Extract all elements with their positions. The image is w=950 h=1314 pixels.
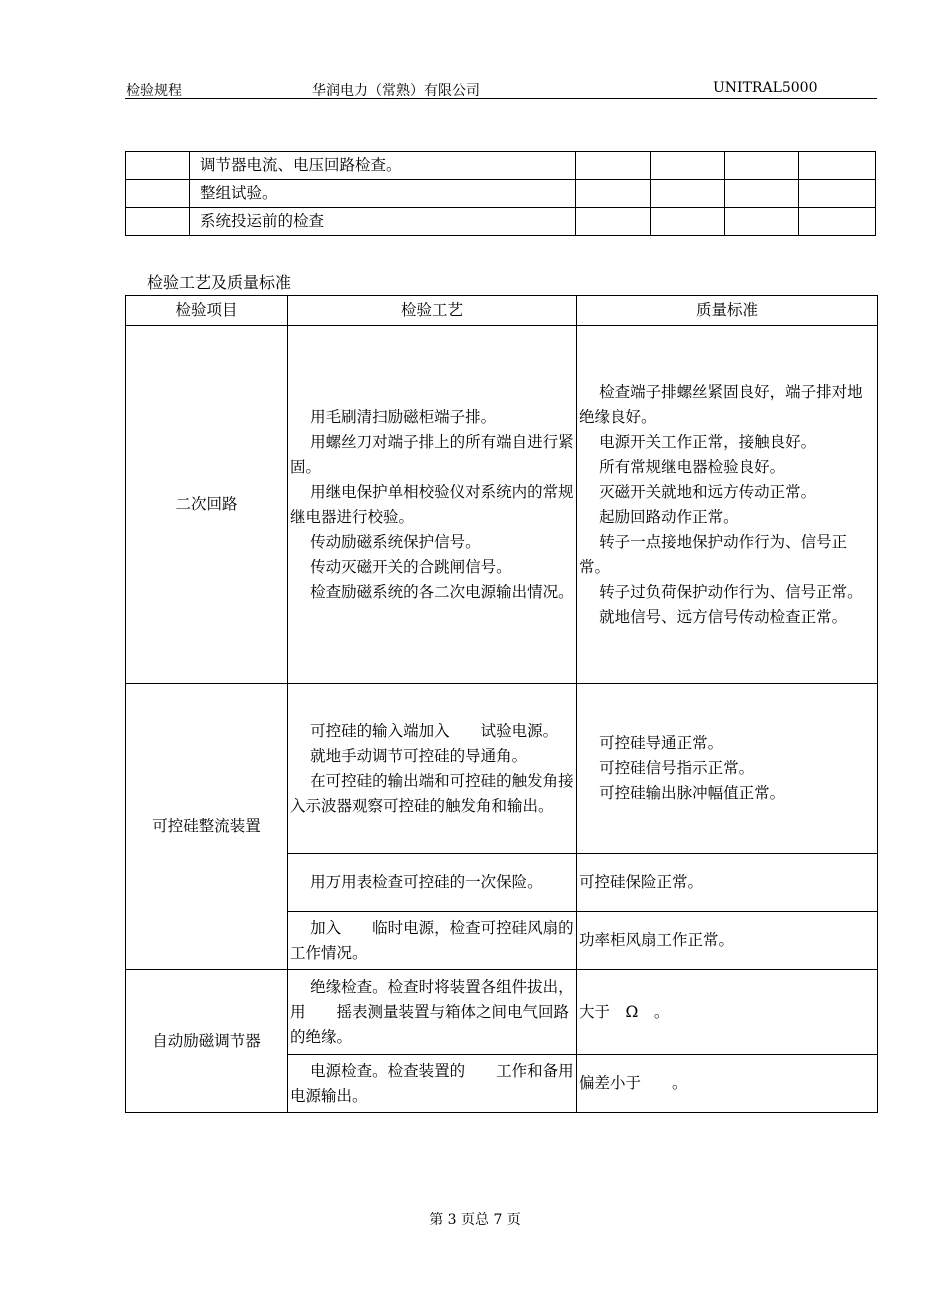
standard-cell (577, 912, 878, 970)
standard-line: 检查端子排螺丝紧固良好，端子排对地绝缘良好。 (579, 382, 863, 426)
standard-cell (577, 684, 878, 854)
standard-cell (577, 326, 878, 684)
header-left: 检验规程 (126, 83, 182, 99)
checklist-row (126, 180, 876, 208)
header-item: 检验项目 (126, 296, 288, 326)
standard-line: 可控硅信号指示正常。 (599, 759, 755, 777)
process-line: 电源检查。检查装置的 工作和备用电源输出。 (290, 1061, 574, 1105)
checklist-table (125, 151, 876, 236)
standard-line: 灭磁开关就地和远方传动正常。 (599, 482, 817, 501)
standard-cell (577, 854, 878, 912)
process-line: 用万用表检查可控硅的一次保险。 (310, 873, 543, 891)
process-table (125, 295, 878, 1113)
group-item: 二次回路 (126, 326, 288, 684)
header-standard: 质量标准 (577, 296, 878, 326)
standard-line: 起励回路动作正常。 (599, 507, 739, 526)
standard-cell (577, 1055, 878, 1113)
process-line: 检查励磁系统的各二次电源输出情况。 (310, 582, 574, 601)
section-title: 检验工艺及质量标准 (147, 273, 292, 292)
checklist-row (126, 152, 876, 180)
standard-line: 可控硅输出脉冲幅值正常。 (599, 784, 786, 802)
process-line: 用螺丝刀对端子排上的所有端自进行紧固。 (290, 432, 574, 476)
checklist-item: 整组试验。 (190, 180, 576, 208)
standard-line: 就地信号、远方信号传动检查正常。 (599, 607, 848, 626)
group-item: 自动励磁调节器 (126, 970, 288, 1113)
process-line: 绝缘检查。检查时将装置各组件拔出，用 摇表测量装置与箱体之间电气回路的绝缘。 (290, 977, 574, 1046)
standard-line: 功率柜风扇工作正常。 (579, 931, 735, 949)
standard-line: 可控硅保险正常。 (579, 873, 704, 891)
standard-line: 转子过负荷保护动作行为、信号正常。 (599, 582, 863, 601)
page-footer: 第 3 页总 7 页 (429, 1212, 521, 1228)
standard-line: 大于 Ω 。 (579, 1002, 670, 1021)
process-cell (288, 1055, 577, 1113)
process-line: 加入 临时电源，检查可控硅风扇的工作情况。 (290, 918, 574, 962)
process-line: 用继电保护单相校验仪对系统内的常规继电器进行校验。 (290, 482, 574, 526)
table-header-row (126, 296, 878, 326)
standard-line: 所有常规继电器检验良好。 (599, 457, 786, 476)
checklist-row (126, 208, 876, 236)
header-process: 检验工艺 (288, 296, 577, 326)
standard-line: 转子一点接地保护动作行为、信号正常。 (579, 532, 848, 576)
process-cell (288, 854, 577, 912)
header-center: 华润电力（常熟）有限公司 (312, 83, 480, 99)
process-cell (288, 970, 577, 1055)
standard-line: 可控硅导通正常。 (599, 734, 724, 752)
process-cell (288, 912, 577, 970)
process-line: 传动励磁系统保护信号。 (310, 532, 481, 551)
standard-cell (577, 970, 878, 1055)
process-line: 在可控硅的输出端和可控硅的触发角接入示波器观察可控硅的触发角和输出。 (290, 771, 574, 815)
header-divider (125, 98, 877, 99)
header-right: UNITRAL5000 (713, 80, 818, 96)
process-cell (288, 326, 577, 684)
table-row (126, 684, 878, 854)
process-line: 传动灭磁开关的合跳闸信号。 (310, 557, 512, 576)
process-line: 就地手动调节可控硅的导通角。 (310, 746, 528, 765)
process-line: 可控硅的输入端加入 试验电源。 (310, 721, 559, 740)
checklist-item: 系统投运前的检查 (190, 208, 576, 236)
table-row (126, 970, 878, 1055)
process-cell (288, 684, 577, 854)
checklist-item: 调节器电流、电压回路检查。 (190, 152, 576, 180)
table-row (126, 326, 878, 684)
standard-line: 电源开关工作正常，接触良好。 (599, 432, 817, 451)
group-item: 可控硅整流装置 (126, 684, 288, 970)
process-line: 用毛刷清扫励磁柜端子排。 (310, 407, 497, 426)
standard-line: 偏差小于 。 (579, 1074, 688, 1092)
